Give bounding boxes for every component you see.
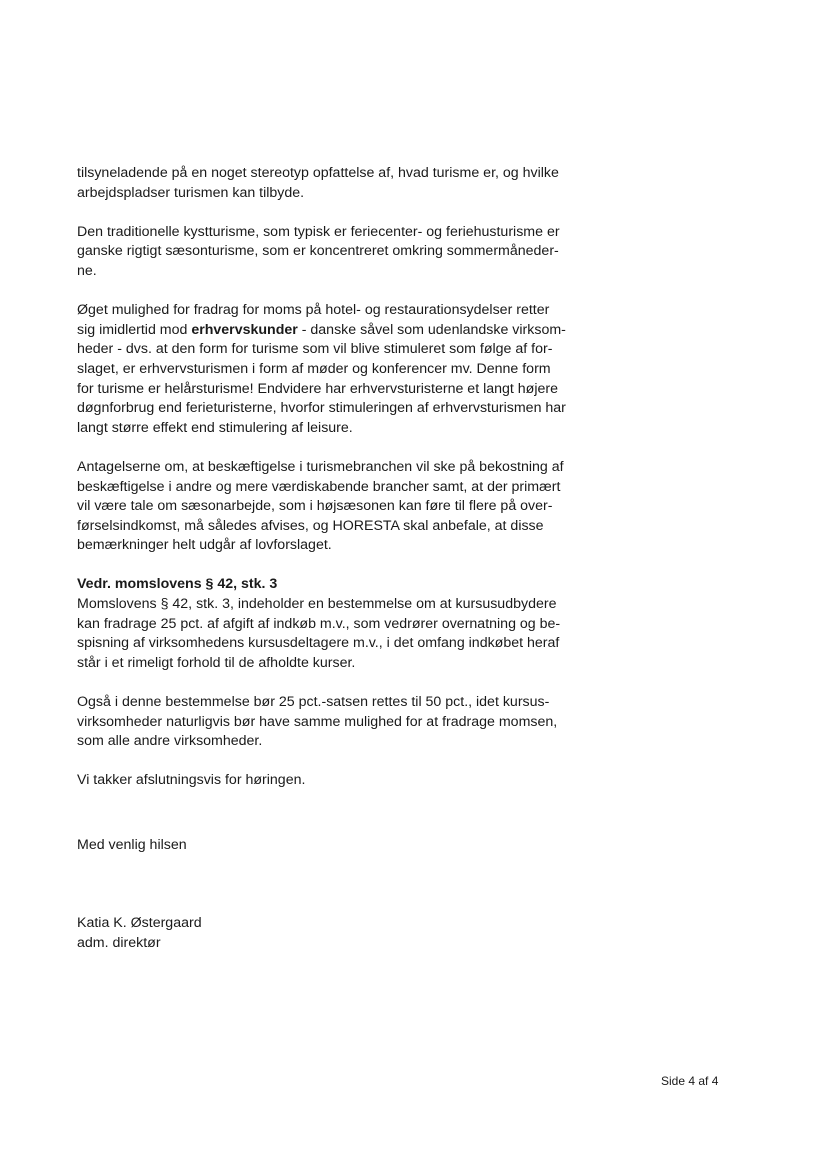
text-line: langt større effekt end stimulering af leisure. — [77, 419, 353, 436]
text-line: førselsindkomst, må således afvises, og HORESTA skal anbefale, at disse — [77, 517, 544, 534]
text-line: for turisme er helårsturisme! Endvidere har erhvervsturisterne et langt højere — [77, 380, 558, 397]
text-line: som alle andre virksomheder. — [77, 733, 263, 750]
text-line: ganske rigtigt sæsonturisme, som er koncentreret omkring sommermåneder- — [77, 243, 559, 260]
paragraph-1 — [77, 164, 617, 203]
text-line: kan fradrage 25 pct. af afgift af indkøb m.v., som vedrører overnatning og be- — [77, 615, 561, 632]
paragraph-2 — [77, 223, 617, 282]
text-line: beskæftigelse i andre og mere værdiskabende brancher samt, at der primært — [77, 478, 561, 495]
text-line: spisning af virksomhedens kursusdeltagere m.v., i det omfang indkøbet heraf — [77, 635, 560, 652]
text-line: arbejdspladser turismen kan tilbyde. — [77, 184, 305, 201]
paragraph-7 — [77, 771, 617, 791]
signatory-name: Katia K. Østergaard — [77, 915, 202, 931]
paragraph-3 — [77, 301, 617, 438]
emphasis-erhvervskunder: erhvervskunder — [191, 321, 298, 338]
text-line: Antagelserne om, at beskæftigelse i turismebranchen vil ske på bekostning af — [77, 458, 564, 475]
text-line: ne. — [77, 262, 97, 279]
text-line: døgnforbrug end ferieturisterne, hvorfor stimuleringen af erhvervsturismen har — [77, 400, 566, 417]
text-line: heder - dvs. at den form for turisme som vil blive stimuleret som følge af for- — [77, 341, 553, 358]
text-line: slaget, er erhvervsturismen i form af møder og konferencer mv. Denne form — [77, 360, 551, 377]
text-line: Den traditionelle kystturisme, som typisk er feriecenter- og feriehusturisme er — [77, 223, 560, 240]
text-line: Momslovens § 42, stk. 3, indeholder en bestemmelse om at kursusudbydere — [77, 596, 557, 613]
signatory-title: adm. direktør — [77, 934, 161, 951]
text-line: vil være tale om sæsonarbejde, som i højsæsonen kan føre til flere på over- — [77, 498, 553, 515]
paragraph-6 — [77, 693, 617, 752]
text-line-with-emphasis — [77, 321, 617, 341]
section-heading: Vedr. momslovens § 42, stk. 3 — [77, 576, 278, 593]
text-line: bemærkninger helt udgår af lovforslaget. — [77, 537, 332, 554]
text-line: Øget mulighed for fradrag for moms på hotel- og restaurationsydelser retter — [77, 302, 550, 319]
closing-salutation: Med venlig hilsen — [77, 837, 187, 853]
signature-block — [77, 914, 202, 953]
text-segment: sig imidlertid mod — [77, 321, 192, 338]
text-line: står i et rimeligt forhold til de afholdte kurser. — [77, 654, 356, 671]
text-segment: - danske såvel som udenlandske virksom- — [297, 321, 566, 338]
paragraph-4 — [77, 458, 617, 556]
text-line: tilsyneladende på en noget stereotyp opfattelse af, hvad turisme er, og hvilke — [77, 165, 559, 181]
text-line: Også i denne bestemmelse bør 25 pct.-satsen rettes til 50 pct., idet kursus- — [77, 694, 550, 711]
letter-body — [77, 164, 617, 811]
page-number: Side 4 af 4 — [661, 1074, 719, 1088]
text-line: virksomheder naturligvis bør have samme mulighed for at fradrage momsen, — [77, 713, 558, 730]
text-line: Vi takker afslutningsvis for høringen. — [77, 772, 306, 789]
paragraph-5 — [77, 575, 617, 673]
